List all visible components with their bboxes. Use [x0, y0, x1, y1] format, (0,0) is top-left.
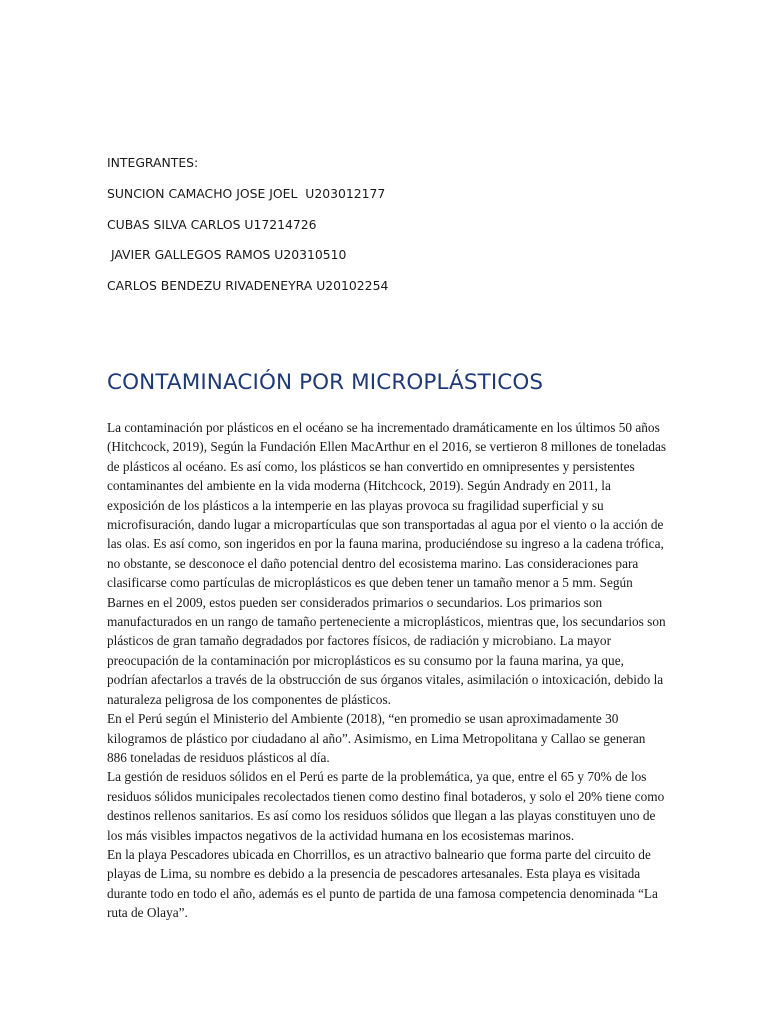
paragraph: En el Perú según el Ministerio del Ambiente (2018), “en promedio se usan aproximadamente 30 kilogramos de plástico por ciudadano al año”. Asimismo, en Lima Metropolitana y Callao se generan 886 toneladas de residuos plásticos al día. — [107, 711, 646, 765]
paragraph: La gestión de residuos sólidos en el Perú es parte de la problemática, ya que, entre el 65 y 70% de los residuos sólidos municipales recolectados tienen como destino final botaderos, y solo el 20% tiene como destinos rellenos sanitarios. Es así como los residuos sólidos que llegan a las playas constituyen uno de los más visibles impactos negativos de la actividad humana en los ecosistemas marinos. — [107, 769, 665, 843]
paragraph: En la playa Pescadores ubicada en Chorrillos, es un atractivo balneario que forma parte del circuito de playas de Lima, su nombre es debido a la presencia de pescadores artesanales. Esta playa es visitada durante todo en todo el año, además es el punto de partida de una famosa competencia denominada “La ruta de Olaya”. — [107, 846, 658, 921]
member-line: CUBAS SILVA CARLOS U17214726 — [107, 217, 317, 232]
body-text — [107, 418, 667, 923]
member-line: SUNCION CAMACHO JOSE JOEL U203012177 — [107, 186, 386, 201]
member-line: JAVIER GALLEGOS RAMOS U20310510 — [107, 247, 347, 262]
document-title: CONTAMINACIÓN POR MICROPLÁSTICOS — [107, 370, 544, 395]
member-line: CARLOS BENDEZU RIVADENEYRA U20102254 — [107, 278, 389, 293]
members-heading: INTEGRANTES: — [107, 155, 199, 170]
paragraph: La contaminación por plásticos en el océano se ha incrementado dramáticamente en los últimos 50 años (Hitchcock, 2019), Según la Fundación Ellen MacArthur en el 2016, se vertieron 8 millones de toneladas de plásticos al océano. Es así como, los plásticos se han convertido en omnipresentes y persistentes contaminantes del ambiente en la vida moderna (Hitchcock, 2019). Según Andrady en 2011, la exposición de los plásticos a la intemperie en las playas provoca su fragilidad superficial y su microfisuración, dando lugar a micropartículas que son transportadas al agua por el viento o la acción de las olas. Es así como, son ingeridos en por la fauna marina, produciéndose su ingreso a la cadena trófica, no obstante, se desconoce el daño potencial dentro del ecosistema marino. Las consideraciones para clasificarse como partículas de microplásticos es que deben tener un tamaño menor a 5 mm. Según Barnes en el 2009, estos pueden ser considerados primarios o secundarios. Los primarios son manufacturados en un rango de tamaño perteneciente a microplásticos, mientras que, los secundarios son plásticos de gran tamaño degradados por factores físicos, de radiación y microbiano. La mayor preocupación de la contaminación por microplásticos es su consumo por la fauna marina, ya que, podrían afectarlos a través de la obstrucción de sus órganos vitales, asimilación o intoxicación, debido la naturaleza peligrosa de los componentes de plásticos. — [107, 420, 667, 707]
